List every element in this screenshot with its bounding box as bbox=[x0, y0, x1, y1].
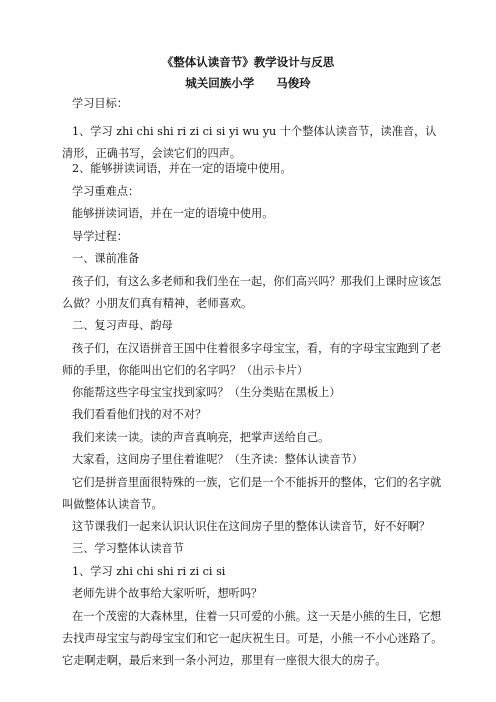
paragraph: 大家看，这间房子里住着谁呢？（生齐读：整体认读音节） bbox=[72, 453, 363, 466]
paragraph: 孩子们，在汉语拼音王国中住着很多字母宝宝，看，有的字母宝宝跑到了老师的手里，你能叫出它们的名字吗？（出示卡片） bbox=[62, 342, 442, 377]
paragraph: 在一个茂密的大森林里，住着一只可爱的小熊。这一天是小熊的生日，它想去找声母宝宝与韵母宝宝们和它一起庆祝生日。可是，小熊一不小心迷路了。它走啊走啊，最后来到一条小河边，那里有一座很大很大的房子。 bbox=[62, 610, 443, 667]
paragraph: 我们看看他们找的对不对？ bbox=[72, 408, 207, 421]
paragraph: 我们来读一读。读的声音真响亮，把掌声送给自己。 bbox=[72, 431, 330, 444]
author-line bbox=[0, 76, 496, 90]
paragraph: 它们是拼音里面很特殊的一族，它们是一个不能拆开的整体，它们的名字就叫做整体认读音节。 bbox=[62, 476, 442, 511]
paragraph: 1、学习 zhi chi shi ri zi ci si bbox=[72, 565, 226, 578]
document-title: 《整体认读音节》教学设计与反思 bbox=[161, 55, 335, 69]
paragraph: 孩子们，有这么多老师和我们坐在一起，你们高兴吗？那我们上课时应该怎么做？小朋友们真有精神，老师喜欢。 bbox=[62, 275, 442, 310]
paragraph: 导学过程： bbox=[72, 230, 128, 243]
paragraph: 学习重难点： bbox=[72, 185, 140, 198]
author-name: 马俊玲 bbox=[276, 76, 311, 90]
paragraph: 老师先讲个故事给大家听听，想听吗？ bbox=[72, 587, 263, 600]
paragraph: 一、课前准备 bbox=[72, 252, 140, 265]
paragraph: 2、能够拼读词语，并在一定的语境中使用。 bbox=[72, 162, 292, 175]
paragraph: 三、学习整体认读音节 bbox=[72, 542, 184, 555]
paragraph: 二、复习声母、韵母 bbox=[72, 319, 173, 332]
paragraph: 能够拼读词语，并在一定的语境中使用。 bbox=[72, 207, 274, 220]
paragraph: 1、学习 zhi chi shi ri zi ci si yi wu yu 十个整体认读音节，读准音，认清形，正确书写，会读它们的四声。 bbox=[62, 125, 437, 160]
paragraph: 你能帮这些字母宝宝找到家吗？（生分类贴在黑板上） bbox=[72, 386, 341, 399]
paragraph: 这节课我们一起来认识认识住在这间房子里的整体认读音节，好不好啊？ bbox=[72, 520, 431, 533]
paragraph: 学习目标： bbox=[72, 97, 128, 110]
school-name: 城关回族小学 bbox=[185, 76, 255, 90]
